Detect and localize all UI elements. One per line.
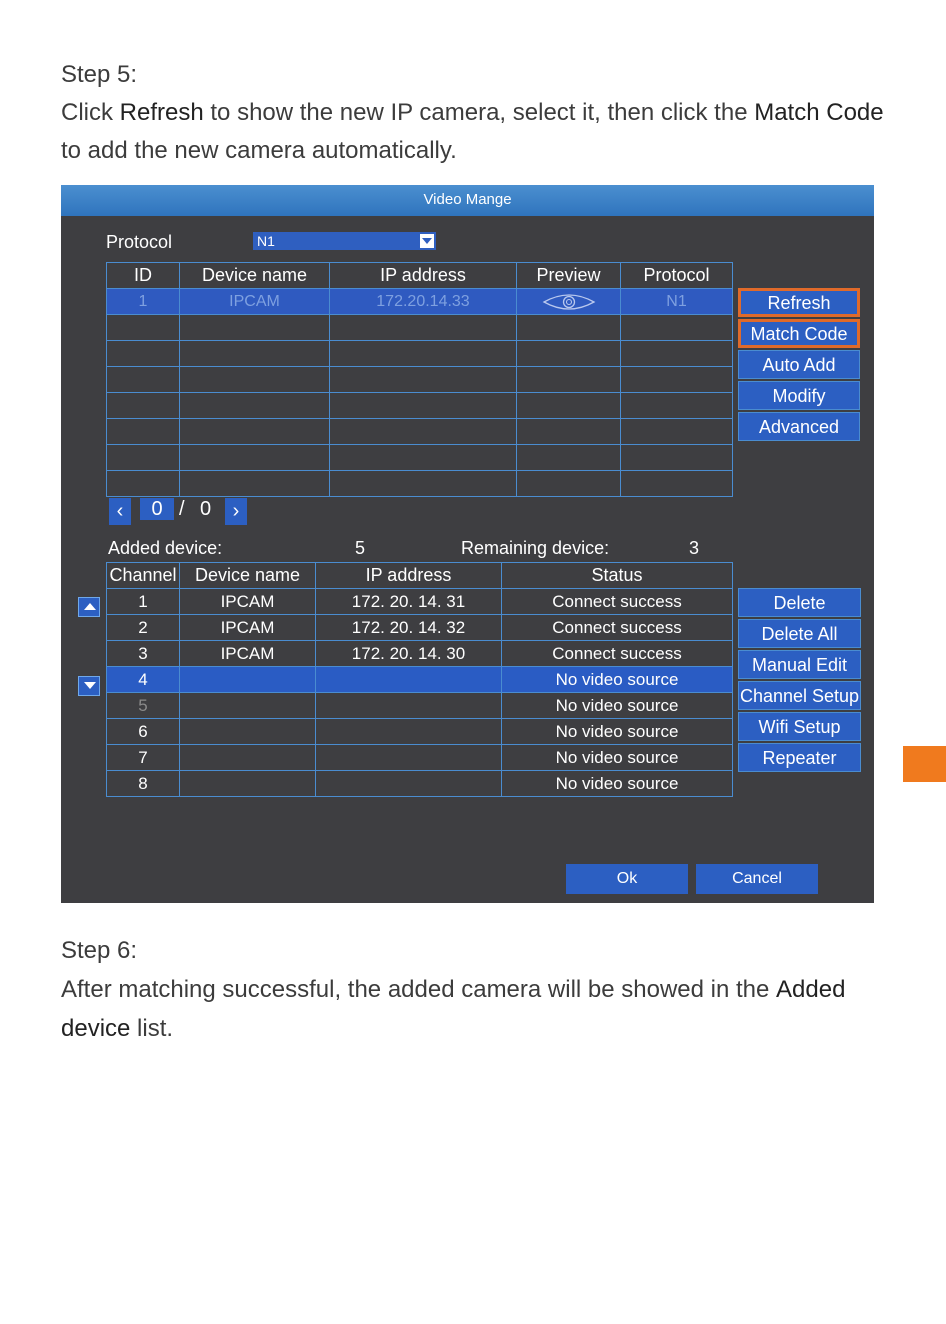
added-table-header <box>107 563 733 589</box>
row-ip-address <box>316 771 502 797</box>
modify-button[interactable]: Modify <box>738 381 860 410</box>
empty-row <box>107 393 733 419</box>
row-device-name <box>180 771 316 797</box>
page-prev-icon[interactable]: ‹ <box>109 498 131 525</box>
video-manage-dialog <box>61 185 874 903</box>
row-protocol: N1 <box>621 289 733 315</box>
table-row[interactable] <box>107 641 733 667</box>
dialog-title: Video Mange <box>61 185 874 216</box>
manual-edit-button[interactable]: Manual Edit <box>738 650 861 679</box>
delete-button[interactable]: Delete <box>738 588 861 617</box>
row-channel: 8 <box>107 771 180 797</box>
step5-line2: to add the new camera automatically. <box>61 137 457 164</box>
cancel-button[interactable]: Cancel <box>696 864 818 894</box>
row-device-name <box>180 693 316 719</box>
auto-add-button[interactable]: Auto Add <box>738 350 860 379</box>
row-status: No video source <box>502 771 733 797</box>
wifi-setup-button[interactable]: Wifi Setup <box>738 712 861 741</box>
row-ip-address <box>316 719 502 745</box>
remaining-device-label: Remaining device: <box>461 538 610 558</box>
protocol-label: Protocol <box>106 232 173 252</box>
row-device-name <box>180 719 316 745</box>
row-device-name: IPCAM <box>180 589 316 615</box>
empty-row <box>107 419 733 445</box>
row-channel: 2 <box>107 615 180 641</box>
protocol-value: N1 <box>257 233 275 249</box>
advanced-button[interactable]: Advanced <box>738 412 860 441</box>
added-device-count: 5 <box>355 538 366 558</box>
row-channel: 6 <box>107 719 180 745</box>
row-status: Connect success <box>502 641 733 667</box>
row-ip-address <box>316 667 502 693</box>
step5-refresh-term: Refresh <box>119 99 204 126</box>
row-device-name: IPCAM <box>180 615 316 641</box>
ok-button[interactable]: Ok <box>566 864 688 894</box>
row-status: No video source <box>502 719 733 745</box>
eye-icon[interactable] <box>541 292 597 312</box>
row-ip-address: 172.20.14.33 <box>330 289 517 315</box>
section-tab-marker <box>903 746 946 782</box>
step5-text-c: to show the new IP camera, select it, then click the <box>203 99 755 126</box>
ipc-search-table <box>106 262 733 497</box>
col-header-id: ID <box>107 263 180 289</box>
row-device-name <box>180 667 316 693</box>
remaining-device-count: 3 <box>689 538 700 558</box>
refresh-button[interactable]: Refresh <box>738 288 860 317</box>
row-device-name: IPCAM <box>180 641 316 667</box>
row-ip-address: 172. 20. 14. 30 <box>316 641 502 667</box>
step6-line2 <box>61 1009 173 1048</box>
dropdown-arrow-icon[interactable] <box>420 234 434 248</box>
table-row[interactable] <box>107 771 733 797</box>
row-device-name: IPCAM <box>180 289 330 315</box>
row-ip-address <box>316 693 502 719</box>
col-header-channel: Channel <box>107 563 180 589</box>
col-header-protocol: Protocol <box>621 263 733 289</box>
row-preview[interactable] <box>517 289 621 315</box>
page-current: 0 <box>140 498 174 520</box>
step6-text-a: After matching successful, the added camera will be showed in the <box>61 976 777 1003</box>
row-channel: 4 <box>107 667 180 693</box>
step5-match-code-term: Match Code <box>754 99 884 126</box>
row-status: Connect success <box>502 615 733 641</box>
row-status: No video source <box>502 667 733 693</box>
row-id: 1 <box>107 289 180 315</box>
table-row[interactable] <box>107 719 733 745</box>
ipc-table-header <box>107 263 733 289</box>
step5-line1 <box>61 93 884 132</box>
row-ip-address: 172. 20. 14. 31 <box>316 589 502 615</box>
row-status: No video source <box>502 745 733 771</box>
row-channel: 7 <box>107 745 180 771</box>
table-row[interactable] <box>107 667 733 693</box>
empty-row <box>107 367 733 393</box>
table-row[interactable] <box>107 745 733 771</box>
empty-row <box>107 471 733 497</box>
step6-heading: Step 6: <box>61 937 138 964</box>
row-ip-address: 172. 20. 14. 32 <box>316 615 502 641</box>
table-row[interactable] <box>107 693 733 719</box>
row-channel: 3 <box>107 641 180 667</box>
col-header-device-name: Device name <box>180 563 316 589</box>
col-header-ip-address: IP address <box>330 263 517 289</box>
table-row[interactable] <box>107 615 733 641</box>
table-row[interactable] <box>107 289 733 315</box>
delete-all-button[interactable]: Delete All <box>738 619 861 648</box>
step6-text-b: list. <box>130 1015 174 1042</box>
match-code-button[interactable]: Match Code <box>738 319 860 348</box>
step6-device-term: device <box>61 1015 131 1042</box>
scroll-up-icon[interactable] <box>78 597 100 617</box>
page-total: 0 <box>200 498 212 520</box>
empty-row <box>107 315 733 341</box>
scroll-down-icon[interactable] <box>78 676 100 696</box>
page-separator: / <box>179 498 185 520</box>
added-device-label: Added device: <box>108 538 223 558</box>
col-header-status: Status <box>502 563 733 589</box>
row-device-name <box>180 745 316 771</box>
col-header-device-name: Device name <box>180 263 330 289</box>
step5-text-a: Click <box>61 99 120 126</box>
col-header-preview: Preview <box>517 263 621 289</box>
row-status: Connect success <box>502 589 733 615</box>
table-row[interactable] <box>107 589 733 615</box>
empty-row <box>107 445 733 471</box>
row-channel: 1 <box>107 589 180 615</box>
repeater-button[interactable]: Repeater <box>738 743 861 772</box>
row-channel: 5 <box>107 693 180 719</box>
step6-line1 <box>61 970 845 1009</box>
row-ip-address <box>316 745 502 771</box>
added-device-table <box>106 562 733 797</box>
empty-row <box>107 341 733 367</box>
row-status: No video source <box>502 693 733 719</box>
col-header-ip-address: IP address <box>316 563 502 589</box>
channel-setup-button[interactable]: Channel Setup <box>738 681 861 710</box>
protocol-select[interactable] <box>253 232 436 250</box>
step5-heading: Step 5: <box>61 61 138 88</box>
page-next-icon[interactable]: › <box>225 498 247 525</box>
step6-added-term: Added <box>776 976 846 1003</box>
